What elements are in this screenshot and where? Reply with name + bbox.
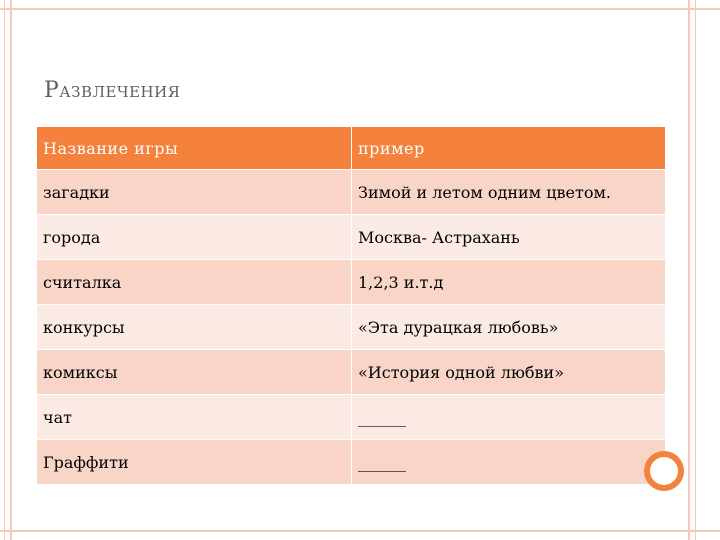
- frame-line-right: [688, 0, 690, 540]
- table-row: [37, 215, 666, 260]
- cell-example: ______: [352, 395, 666, 440]
- frame-line-left-outer: [4, 0, 5, 540]
- cell-example: «Эта дурацкая любовь»: [352, 305, 666, 350]
- table-row: [37, 395, 666, 440]
- games-table: [36, 126, 666, 485]
- table-row: [37, 350, 666, 395]
- decorative-circle-inner: [650, 457, 678, 485]
- cell-game: Граффити: [37, 440, 352, 485]
- cell-game: конкурсы: [37, 305, 352, 350]
- cell-example: ______: [352, 440, 666, 485]
- table-header-row: [37, 127, 666, 170]
- slide-title: Развлечения: [44, 78, 181, 103]
- frame-line-left: [10, 0, 12, 540]
- table-row: [37, 170, 666, 215]
- cell-game: комиксы: [37, 350, 352, 395]
- cell-game: считалка: [37, 260, 352, 305]
- cell-game: чат: [37, 395, 352, 440]
- cell-example: «История одной любви»: [352, 350, 666, 395]
- cell-example: Зимой и летом одним цветом.: [352, 170, 666, 215]
- header-game-name: Название игры: [37, 127, 352, 170]
- cell-example: 1,2,3 и.т.д: [352, 260, 666, 305]
- table-row: [37, 440, 666, 485]
- frame-line-right-outer: [695, 0, 696, 540]
- table-row: [37, 260, 666, 305]
- cell-example: Москва- Астрахань: [352, 215, 666, 260]
- frame-line-bottom: [0, 530, 720, 532]
- cell-game: города: [37, 215, 352, 260]
- frame-line-top: [0, 8, 720, 10]
- table-row: [37, 305, 666, 350]
- header-example: пример: [352, 127, 666, 170]
- cell-game: загадки: [37, 170, 352, 215]
